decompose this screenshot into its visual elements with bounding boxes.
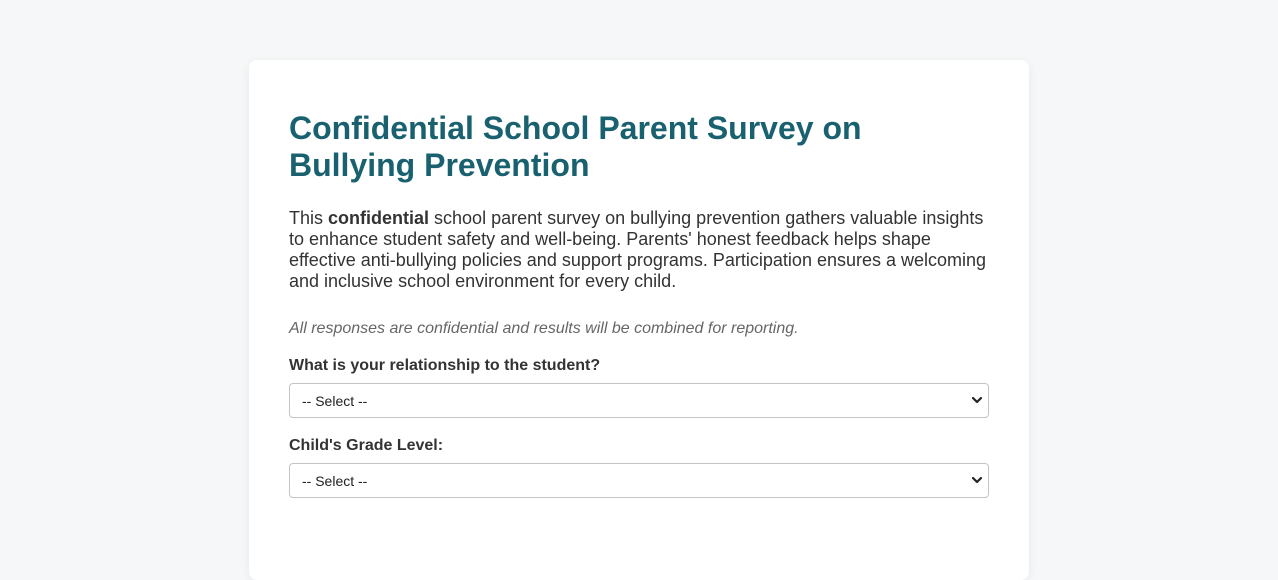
page-title: Confidential School Parent Survey on Bullying Prevention — [289, 110, 862, 183]
intro-text-after: school parent survey on bullying prevention gathers valuable insights to enhance student safety and well-being. Parents' honest feedback helps shape effective anti-bullying policies and support programs. Participation ensures a welcoming and inclusive school environment for every child. — [289, 208, 987, 291]
intro-paragraph — [289, 208, 989, 292]
grade-level-field — [289, 436, 989, 498]
relationship-select[interactable] — [289, 383, 989, 418]
grade-level-label: Child's Grade Level: — [289, 437, 444, 454]
chevron-down-icon — [971, 474, 983, 486]
confidentiality-note: All responses are confidential and results will be combined for reporting. — [289, 320, 799, 337]
relationship-label: What is your relationship to the student? — [289, 357, 601, 374]
survey-card — [249, 60, 1029, 580]
intro-text-bold: confidential — [328, 208, 430, 228]
relationship-field — [289, 356, 989, 418]
grade-level-select-value: -- Select -- — [302, 473, 368, 489]
chevron-down-icon — [971, 394, 983, 406]
grade-level-select[interactable] — [289, 463, 989, 498]
intro-text-before: This — [289, 208, 329, 228]
relationship-select-value: -- Select -- — [302, 393, 368, 409]
